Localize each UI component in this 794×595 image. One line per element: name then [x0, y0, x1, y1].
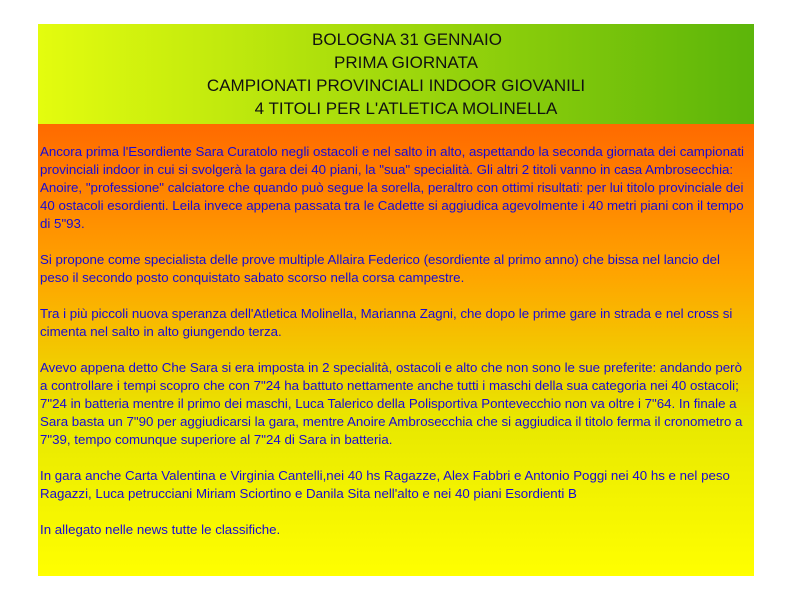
paragraph-allaira-federico: Si propone come specialista delle prove multiple Allaira Federico (esordiente al primo anno) che bissa nel lancio del peso il secondo posto conquistato sabato scorso nella corsa campestre. [40, 252, 720, 285]
title-day-line: PRIMA GIORNATA [334, 53, 478, 72]
title-headline-line: 4 TITOLI PER L'ATLETICA MOLINELLA [254, 99, 558, 118]
paragraph-times-ostacoli: Avevo appena detto Che Sara si era imposta in 2 specialità, ostacoli e alto che non sono le sue preferite: andando però a controllare i tempi scopro che con 7"24 ha battuto nettamente anche tutti i maschi della sua categoria nei 40 ostacoli; 7"24 in batteria mentre il primo dei maschi, Luca Talerico della Polisportiva Pontevecchio non va oltre i 7"64. In finale a Sara basta un 7"90 per aggiudicarsi la gara, mentre Anoire Ambrosecchia che si aggiudica il titolo ferma il cronometro a 7"39, tempo comunque superiore al 7"24 di Sara in batteria. [40, 360, 743, 447]
paragraph-attachment-note: In allegato nelle news tutte le classifiche. [40, 522, 281, 537]
article-body [38, 124, 754, 576]
paragraph-marianna-zagni: Tra i più piccoli nuova speranza dell'Atletica Molinella, Marianna Zagni, che dopo le prime gare in strada e nel cross si cimenta nel salto in alto giungendo terza. [40, 306, 733, 339]
title-date-line: BOLOGNA 31 GENNAIO [312, 30, 502, 49]
title-banner [38, 24, 754, 124]
paragraph-sara-curatolo: Ancora prima l'Esordiente Sara Curatolo negli ostacoli e nel salto in alto, aspettando la seconda giornata dei campionati provinciali indoor in cui si svolgerà la gara dei 40 piani, la "sua" specialità. Gli altri 2 titoli vanno in casa Ambrosecchia: Anoire, "professione" calciatore che quando può segue la sorella, peraltro con ottimi risultati: per lui titolo provinciale dei 40 ostacoli esordienti. Leila invece appena passata tra le Cadette si aggiudica agevolmente i 40 metri piani con il tempo di 5"93. [40, 144, 745, 231]
title-event-line: CAMPIONATI PROVINCIALI INDOOR GIOVANILI [206, 76, 586, 95]
paragraph-other-athletes: In gara anche Carta Valentina e Virginia Cantelli,nei 40 hs Ragazze, Alex Fabbri e Antonio Poggi nei 40 hs e nel peso Ragazzi, Luca petrucciani Miriam Sciortino e Danila Sita nell'alto e nei 40 piani Esordienti B [40, 468, 730, 501]
